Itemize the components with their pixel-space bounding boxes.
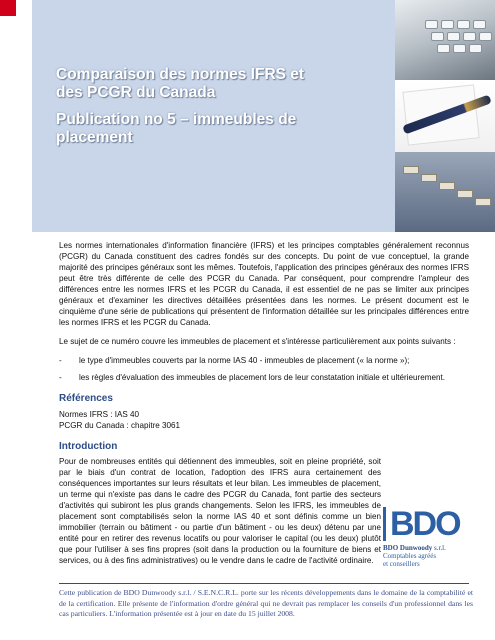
list-item: - le type d'immeubles couverts par la norme IAS 40 - immeubles de placement (« la norme »); [59,355,469,366]
logo-subtitle-2: et conseillers [383,560,420,569]
logo-subtitle-1: Comptables agréés [383,552,437,560]
calculator-key [437,44,450,53]
footer-disclaimer: Cette publication de BDO Dunwoody s.r.l. / S.E.N.C.R.L. porte sur les récents développements dans le domaine de la comptabilité et de la certification. Elle présente de l'information d'ordre général qui ne devrait pas remplacer les conseils d'un professionnel dans les cas particuliers. L'information présentée est à jour en date du 15 juillet 2008. [59,588,473,619]
calculator-key [463,32,476,41]
folder-tab [457,190,473,198]
folder-tab [475,198,491,206]
folder-tab [421,174,437,182]
subject-list [59,355,469,383]
logo-name-bold: BDO Dunwoody [383,544,433,552]
header-photo-strip [395,0,495,232]
calculator-key [425,20,438,29]
reference-pcgr: PCGR du Canada : chapitre 3061 [59,420,181,430]
introduction-text: Pour de nombreuses entités qui détiennent des immeubles, soit en pleine propriété, soit par le biais d'un contrat de location, l'adoption des IFRS aura certainement des conséquences importantes sur leurs résultats et leur bilan. Les immeubles de placement, un terme qui n'existe pas dans le cadre des PCGR du Canada, font partie des secteurs d'activités qui subiront les plus grands changements. Selon les IFRS, les immeubles de placement sont comptabilisés selon la norme IAS 40 et sont définis comme un bien immobilier (terrain ou bâtiment - ou partie d'un bâtiment - ou les deux) détenu par une entité pour en retirer des revenus locatifs ou pour valoriser le capital (ou les deux) plutôt que pour l'utiliser à ses fins propres (soit dans la production ou la fourniture de biens et services, ou à des fins administratives) ou le vendre dans le cadre de l'activité ordinaire. [59,457,381,566]
calculator-key [441,20,454,29]
subject-paragraph: Le sujet de ce numéro couvre les immeubles de placement et s'intéresse particulièrement aux points suivants : [59,337,456,346]
logo-letters: BDO [390,505,460,543]
calculator-key [431,32,444,41]
intro-paragraph: Les normes internationales d'information financière (IFRS) et les principes comptables généralement reconnus (PCGR) du Canada constituent des cadres fondés sur des concepts. Du point de vue conceptuel, la grande majorité des principes généraux sont les mêmes. Toutefois, l'application des principes généraux des normes IFRS peut être très différente de celle des PCGR du Canada. Par conséquent, pour comprendre l'ampleur des différences entre les normes IFRS et les PCGR du Canada, il est essentiel de ne pas se limiter aux principes généraux et d'examiner les directives détaillées présentées dans les normes. Le présent document est le cinquième d'une série de publications qui présentent de l'information détaillée sur les principales différences entre les normes IFRS et les PCGR du Canada. [59,241,469,327]
logo-company-name [383,544,473,552]
title-line-2: Publication no 5 – immeubles de placement [56,111,297,147]
list-item: - les règles d'évaluation des immeubles de placement lors de leur constatation initiale et ultérieurement. [59,372,469,383]
logo-bar [383,507,386,541]
reference-ifrs: Normes IFRS : IAS 40 [59,409,140,419]
red-corner-tab [0,0,16,16]
title-line-1: Comparaison des normes IFRS et des PCGR du Canada [56,66,305,102]
footer-divider [59,583,469,584]
calculator-key [447,32,460,41]
bdo-logo-mark [383,507,473,541]
calculator-key [479,32,492,41]
folder-tab [439,182,455,190]
references-block [59,409,469,431]
bdo-logo [383,507,473,569]
pen-photo [395,80,495,152]
logo-name-suffix: s.r.l. [433,544,446,552]
document-title [56,66,316,148]
references-heading: Références [59,393,113,404]
folder-tab [403,166,419,174]
introduction-heading: Introduction [59,440,118,452]
calculator-key [453,44,466,53]
file-folders-photo [395,152,495,232]
calculator-key [473,20,486,29]
calculator-photo [395,0,495,80]
calculator-key [469,44,482,53]
calculator-key [457,20,470,29]
